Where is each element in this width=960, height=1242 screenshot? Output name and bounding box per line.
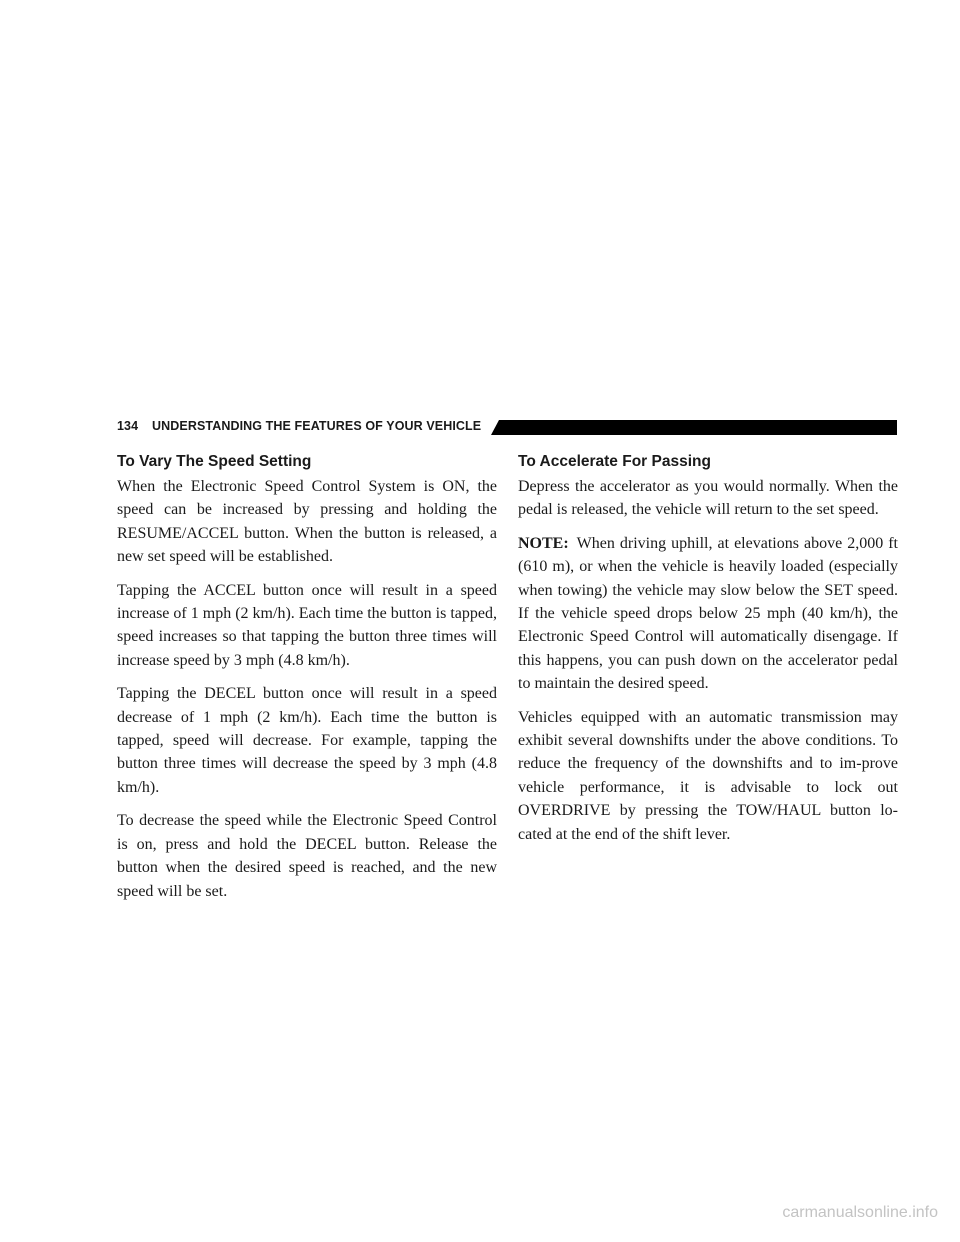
paragraph: Tapping the ACCEL button once will result in a speed increase of 1 mph (2 km/h). Each time the button is tapped, speed increases so that tapping the button three times will increase speed by 3 mph (4.8 km/h). [117,581,497,669]
note-text: When driving uphill, at elevations above 2,000 ft (610 m), or when the vehicle is heavily loaded (especially when towing) the vehicle may slow below the SET speed. If the vehicle speed drops below 25 mph (40 km/h), the Electronic Speed Control will automatically disengage. If this happens, you can push down on the accelerator pedal to maintain the desired speed. [518,534,898,693]
section-title: UNDERSTANDING THE FEATURES OF YOUR VEHICLE [152,419,482,433]
paragraph: Vehicles equipped with an automatic transmission may exhibit several downshifts under the above conditions. To reduce the frequency of the downshifts and to im-prove vehicle performance, it is advisable to lock out OVERDRIVE by pressing the TOW/HAUL button lo-cated at the end of the shift lever. [518,708,898,843]
paragraph: To decrease the speed while the Electronic Speed Control is on, press and hold the DECEL button. Release the button when the desired speed is reached, and the new speed will be set. [117,812,497,900]
page-header [117,417,897,439]
left-column [117,452,497,913]
heading-accelerate-passing: To Accelerate For Passing [518,453,711,470]
paragraph: Tapping the DECEL button once will result in a speed decrease of 1 mph (2 km/h). Each time the button is tapped, speed will decrease. For example, tapping the button three times will decrease the speed by 3 mph (4.8 km/h). [117,685,497,796]
heading-vary-speed: To Vary The Speed Setting [117,453,312,470]
page-number: 134 [117,419,139,433]
paragraph: Depress the accelerator as you would normally. When the pedal is released, the vehicle will return to the set speed. [518,478,898,519]
note-label: NOTE: [518,534,569,552]
watermark: carmanualsonline.info [782,1204,938,1221]
header-bar [491,420,897,435]
note-paragraph [518,532,898,696]
paragraph: When the Electronic Speed Control System is ON, the speed can be increased by pressing and holding the RESUME/ACCEL button. When the button is released, a new set speed will be established. [117,478,497,566]
right-column [518,452,898,856]
